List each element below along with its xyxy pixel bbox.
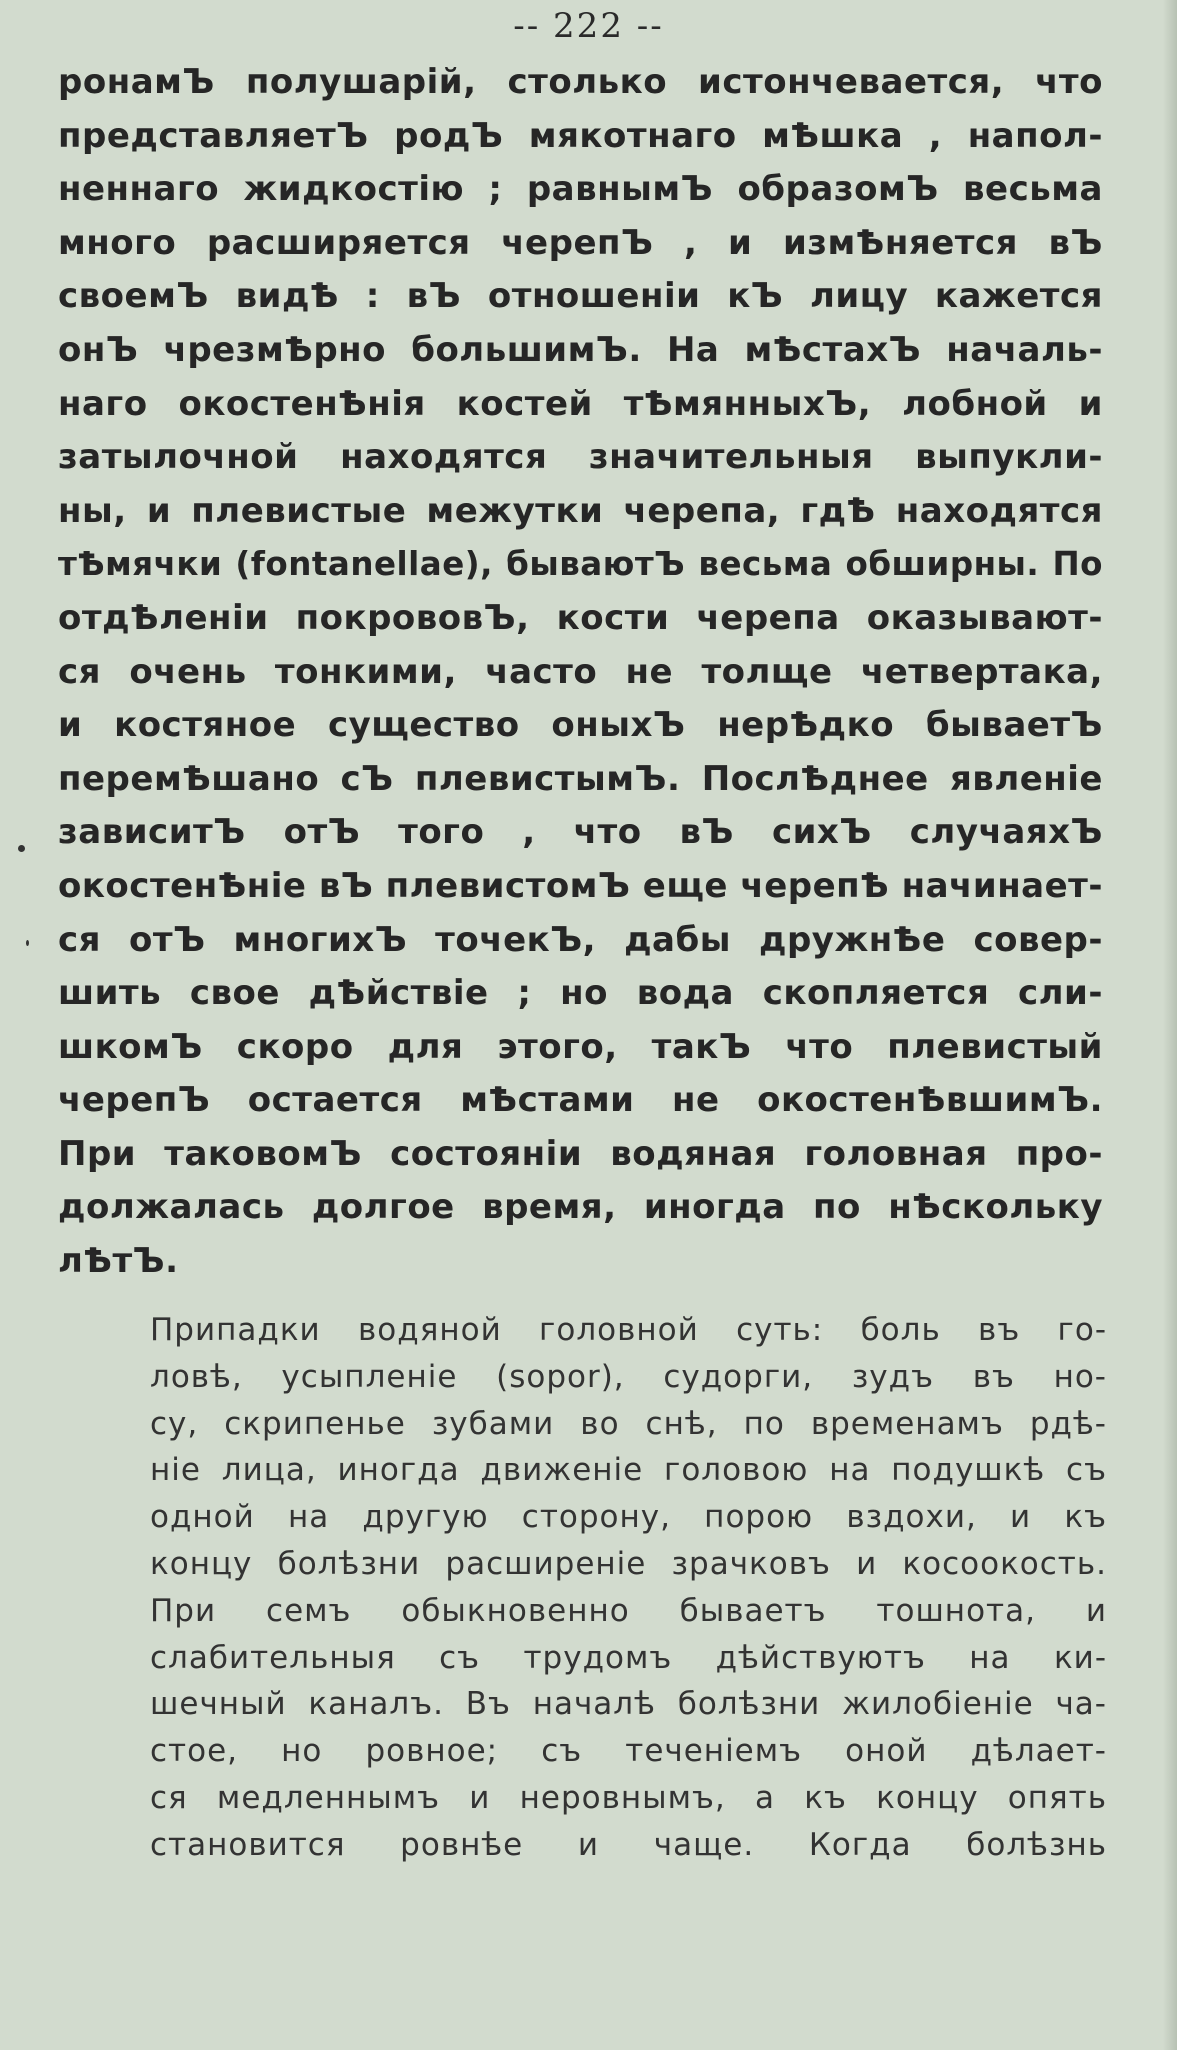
text-line: отдѢленіи покрововЪ, кости черепа оказывают-	[58, 597, 1103, 638]
text-line: Припадки водяной головной суть: боль въ го-	[150, 1312, 1107, 1348]
text-line: ся медленнымъ и неровнымъ, а къ концу опять	[150, 1779, 1107, 1816]
text-line: зависитЪ отЪ того , что вЪ сихЪ случаяхЪ	[58, 812, 1103, 853]
text-line: су, скрипенье зубами во снѣ, по временамъ рдѣ-	[150, 1405, 1107, 1442]
text-line: ся отЪ многихЪ точекЪ, дабы дружнѢе совер-	[58, 919, 1103, 960]
text-line: представляетЪ родЪ мякотнаго мѢшка , напол-	[58, 115, 1103, 156]
text-line: много расширяется черепЪ , и измѢняется вЪ	[58, 222, 1103, 263]
text-line: концу болѣзни расширеніе зрачковъ и косоокость.	[150, 1545, 1107, 1582]
text-line: наго окостенѢнія костей тѢмянныхЪ, лобной и	[58, 383, 1103, 424]
paragraph-1	[58, 56, 1103, 1289]
text-line: затылочной находятся значительныя выпукли-	[58, 437, 1103, 478]
text-line: неннаго жидкостію ; равнымЪ образомЪ весьма	[58, 169, 1103, 210]
page-binding-edge	[1163, 0, 1177, 2050]
text-line: перемѢшано сЪ плевистымЪ. ПослѢднее явленіе	[58, 758, 1103, 799]
text-line: ся очень тонкими, часто не толще четвертака,	[58, 651, 1103, 692]
text-line: ны, и плевистые межутки черепа, гдѢ находятся	[58, 490, 1103, 531]
text-line: становится ровнѣе и чаще. Когда болѣзнь	[150, 1826, 1107, 1863]
text-line: стое, но ровное; съ теченіемъ оной дѣлает-	[150, 1733, 1107, 1770]
text-line: шкомЪ скоро для этого, такЪ что плевистый	[58, 1026, 1103, 1067]
text-line: своемЪ видѢ : вЪ отношеніи кЪ лицу кажется	[58, 276, 1103, 317]
text-line: одной на другую сторону, порою вздохи, и къ	[150, 1499, 1107, 1536]
text-line: должалась долгое время, иногда по нѢскольку	[58, 1187, 1103, 1228]
text-line: слабительныя съ трудомъ дѣйствуютъ на ки-	[150, 1639, 1107, 1676]
text-line-last: лѢтЪ.	[58, 1241, 179, 1282]
text-line: онЪ чрезмѢрно большимЪ. На мѢстахЪ началь-	[58, 329, 1103, 370]
text-line: шечный каналъ. Въ началѣ болѣзни жилобіеніе ча-	[150, 1686, 1107, 1723]
ink-speck	[26, 940, 29, 946]
text-line: и костяное существо оныхЪ нерѢдко бываетЪ	[58, 705, 1103, 746]
text-line: ловѣ, усыпленіе (sopor), судорги, зудъ въ но-	[150, 1358, 1107, 1395]
text-line: При таковомЪ состояніи водяная головная про-	[58, 1133, 1103, 1174]
paragraph-2	[150, 1307, 1107, 1869]
text-line: ніе лица, иногда движеніе головою на подушкѣ съ	[150, 1452, 1107, 1489]
page-number: -- 222 --	[513, 6, 664, 46]
text-line: При семъ обыкновенно бываетъ тошнота, и	[150, 1592, 1107, 1629]
ink-speck	[18, 845, 25, 852]
text-line: ронамЪ полушарій, столько истончевается, что	[58, 62, 1103, 102]
text-line: черепЪ остается мѢстами не окостенѢвшимЪ.	[58, 1080, 1103, 1121]
text-line: шить свое дѢйствіе ; но вода скопляется сли-	[58, 973, 1103, 1014]
text-line: тѢмячки (fontanellae), бываютЪ весьма обширны. По	[58, 545, 1103, 584]
text-line: окостенѢніе вЪ плевистомЪ еще черепѢ начинает-	[58, 865, 1103, 906]
